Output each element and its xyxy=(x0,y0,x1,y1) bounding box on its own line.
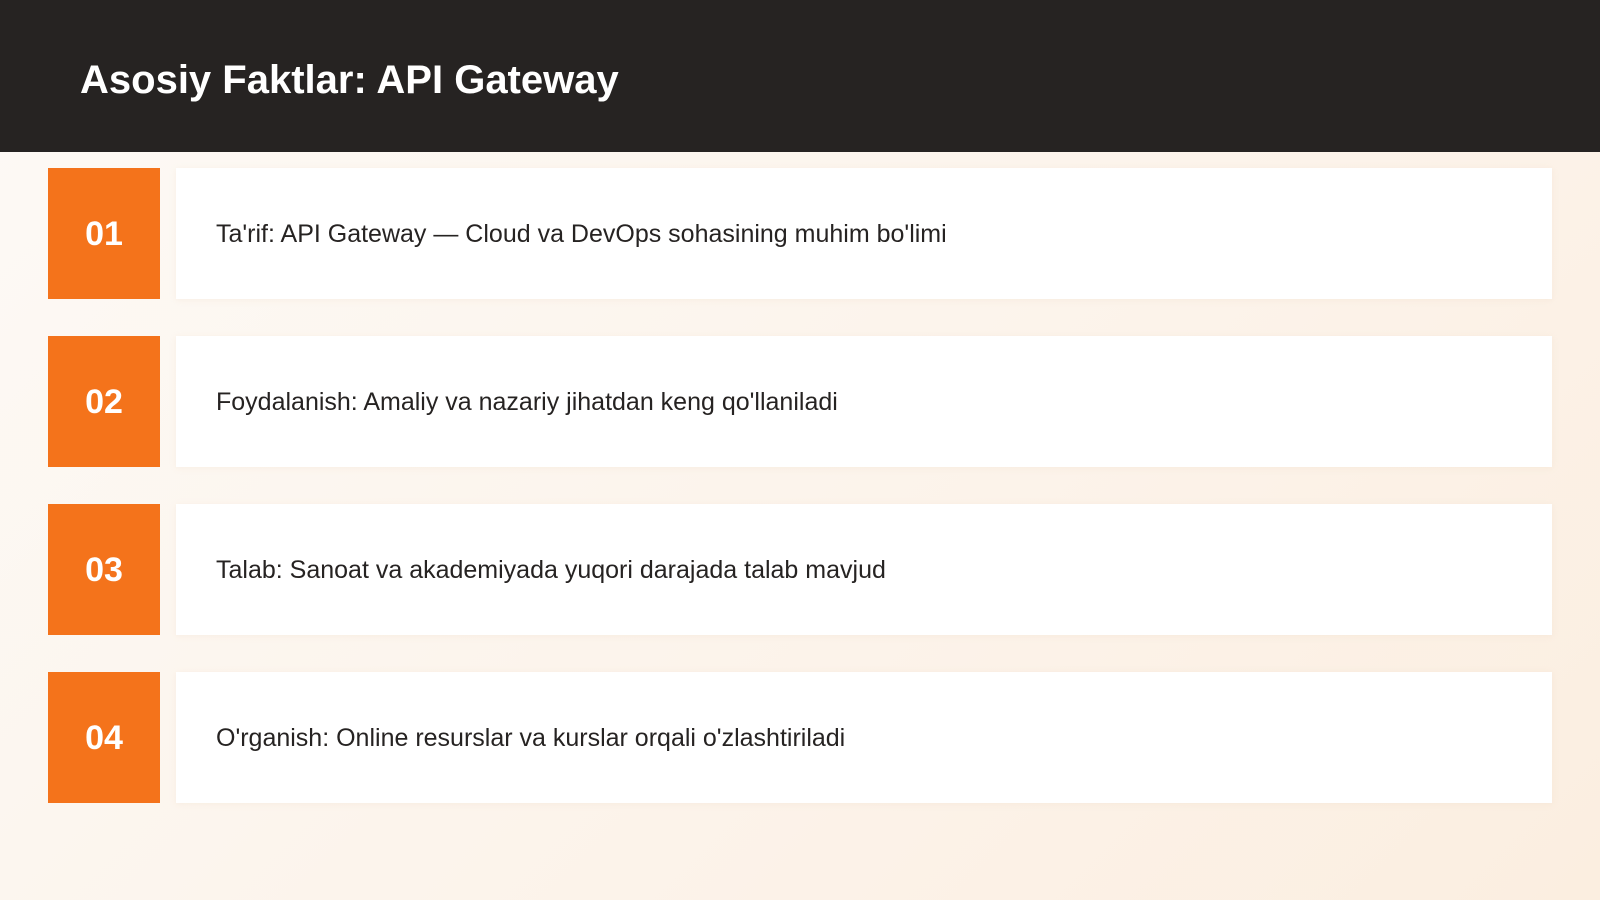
fact-item xyxy=(48,672,1552,803)
fact-text: Foydalanish: Amaliy va nazariy jihatdan keng qo'llaniladi xyxy=(216,387,838,416)
fact-text: Ta'rif: API Gateway — Cloud va DevOps sohasining muhim bo'limi xyxy=(216,219,947,248)
slide-title: Asosiy Faktlar: API Gateway xyxy=(80,58,619,102)
fact-number-badge xyxy=(48,168,160,299)
fact-text: O'rganish: Online resurslar va kurslar orqali o'zlashtiriladi xyxy=(216,723,846,752)
fact-card xyxy=(176,168,1552,299)
fact-number: 04 xyxy=(85,718,123,757)
fact-card xyxy=(176,336,1552,467)
header-bar xyxy=(0,0,1600,152)
fact-card xyxy=(176,504,1552,635)
fact-card xyxy=(176,672,1552,803)
facts-list xyxy=(48,168,1552,840)
fact-item xyxy=(48,336,1552,467)
fact-number: 01 xyxy=(85,214,123,253)
fact-item xyxy=(48,168,1552,299)
fact-item xyxy=(48,504,1552,635)
fact-number: 02 xyxy=(85,382,123,421)
fact-number: 03 xyxy=(85,550,123,589)
fact-number-badge xyxy=(48,672,160,803)
fact-number-badge xyxy=(48,336,160,467)
fact-number-badge xyxy=(48,504,160,635)
fact-text: Talab: Sanoat va akademiyada yuqori darajada talab mavjud xyxy=(216,555,886,584)
